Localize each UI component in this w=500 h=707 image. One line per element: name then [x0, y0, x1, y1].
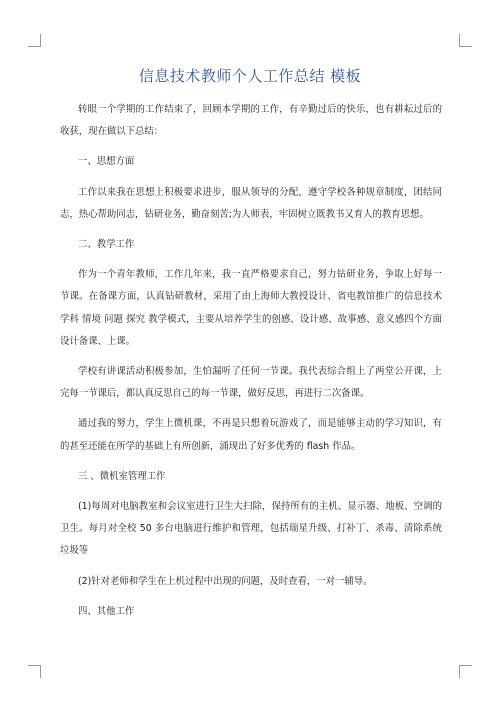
document-title: 信息技术教师个人工作总结 模板 [138, 67, 362, 85]
paragraph-lab-1: (1)每周对电脑教室和会议室进行卫生大扫除，保持所有的主机、显示器、地板、空调的卫生。每月对全校 50 多台电脑进行维护和管理，包括瑞星升级、打补丁、杀毒、清除系统垃圾等 [60, 501, 442, 557]
paragraph-students: 通过我的努力，学生上微机课，不再是只想着玩游戏了，而是能够主动的学习知识，有的甚至还能在所学的基础上有所创新，涌现出了好多优秀的 flash 作品。 [60, 418, 442, 452]
crop-mark-bottom-right [459, 665, 472, 678]
crop-mark-top-right [459, 34, 472, 47]
paragraph-intro: 转眼一个学期的工作结束了，回顾本学期的工作，有辛勤过后的快乐，也有耕耘过后的收获，现在做以下总结： [60, 104, 442, 138]
heading-lab-management: 三 、微机室管理工作 [78, 470, 166, 482]
heading-other-work: 四、其他工作 [78, 605, 135, 617]
crop-mark-top-left [28, 34, 41, 47]
document-body [60, 99, 442, 623]
paragraph-lab-2: (2)针对老师和学生在上机过程中出现的问题，及时查看，一对一辅导。 [78, 575, 373, 587]
heading-thought: 一、思想方面 [78, 156, 135, 168]
heading-teaching: 二、教学工作 [78, 239, 135, 251]
paragraph-lectures: 学校有讲课活动积极参加，生怕漏听了任何一节课。我代表综合组上了两堂公开课，上完每一节课后，都认真反思自己的每一节课，做好反思，再进行二次备课。 [60, 366, 442, 400]
crop-mark-bottom-left [28, 665, 41, 678]
paragraph-teaching: 作为一个青年教师，工作几年来，我一直严格要求自己，努力钻研业务，争取上好每一节课。在备课方面，认真钻研教材，采用了由上海师大教授设计、省电教馆推广的信息技术学科 情境 问题 探究 教学模式，主要从培养学生的创感、设计感、故事感、意义感四个方面设计备课、上课。 [60, 269, 442, 347]
paragraph-thought: 工作以来我在思想上积极要求进步，服从领导的分配，遵守学校各种规章制度，团结同志，热心帮助同志，钻研业务，勤奋刻苦;为人师表，牢固树立既教书又育人的教育思想。 [60, 186, 442, 220]
